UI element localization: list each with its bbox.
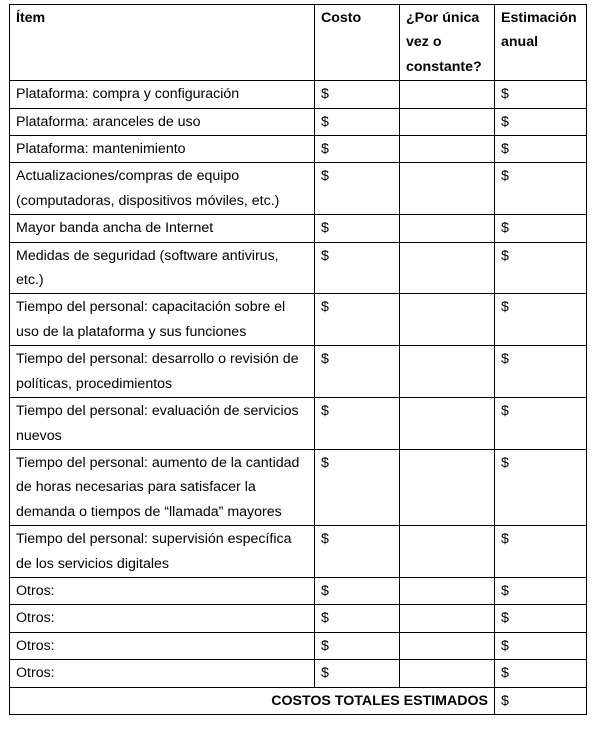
table-header-row [10, 5, 587, 81]
item-cell: Otros: [10, 605, 315, 632]
annual-estimate-cell[interactable]: $ [495, 346, 587, 398]
cost-cell[interactable]: $ [315, 136, 400, 163]
frequency-cell[interactable] [400, 108, 495, 135]
frequency-cell[interactable] [400, 660, 495, 687]
annual-estimate-cell[interactable]: $ [495, 398, 587, 450]
frequency-cell[interactable] [400, 215, 495, 242]
cost-cell[interactable]: $ [315, 398, 400, 450]
item-cell: Tiempo del personal: evaluación de servicios nuevos [10, 398, 315, 450]
header-frequency: ¿Por única vez o constante? [400, 5, 495, 81]
cost-cell[interactable]: $ [315, 660, 400, 687]
cost-cell[interactable]: $ [315, 108, 400, 135]
item-cell: Tiempo del personal: capacitación sobre el uso de la plataforma y sus funciones [10, 294, 315, 346]
total-value-cell[interactable]: $ [495, 687, 587, 714]
item-cell: Tiempo del personal: desarrollo o revisión de políticas, procedimientos [10, 346, 315, 398]
table-row [10, 449, 587, 525]
header-cost: Costo [315, 5, 400, 81]
table-row [10, 577, 587, 604]
table-row [10, 294, 587, 346]
cost-cell[interactable]: $ [315, 163, 400, 215]
cost-cell[interactable]: $ [315, 81, 400, 108]
frequency-cell[interactable] [400, 526, 495, 578]
frequency-cell[interactable] [400, 81, 495, 108]
cost-cell[interactable]: $ [315, 242, 400, 294]
annual-estimate-cell[interactable]: $ [495, 81, 587, 108]
frequency-cell[interactable] [400, 242, 495, 294]
table-row [10, 81, 587, 108]
item-cell: Tiempo del personal: aumento de la cantidad de horas necesarias para satisfacer la demanda o tiempos de “llamada” mayores [10, 449, 315, 525]
annual-estimate-cell[interactable]: $ [495, 660, 587, 687]
annual-estimate-cell[interactable]: $ [495, 242, 587, 294]
annual-estimate-cell[interactable]: $ [495, 108, 587, 135]
table-row [10, 346, 587, 398]
table-row [10, 605, 587, 632]
cost-cell[interactable]: $ [315, 294, 400, 346]
annual-estimate-cell[interactable]: $ [495, 449, 587, 525]
table-row [10, 136, 587, 163]
cost-cell[interactable]: $ [315, 605, 400, 632]
item-cell: Mayor banda ancha de Internet [10, 215, 315, 242]
frequency-cell[interactable] [400, 632, 495, 659]
table-body [10, 81, 587, 715]
annual-estimate-cell[interactable]: $ [495, 526, 587, 578]
table-row [10, 660, 587, 687]
frequency-cell[interactable] [400, 346, 495, 398]
item-cell: Medidas de seguridad (software antivirus, etc.) [10, 242, 315, 294]
frequency-cell[interactable] [400, 577, 495, 604]
frequency-cell[interactable] [400, 163, 495, 215]
frequency-cell[interactable] [400, 605, 495, 632]
frequency-cell[interactable] [400, 449, 495, 525]
cost-estimate-table [9, 4, 587, 715]
header-item: Ítem [10, 5, 315, 81]
annual-estimate-cell[interactable]: $ [495, 215, 587, 242]
annual-estimate-cell[interactable]: $ [495, 605, 587, 632]
annual-estimate-cell[interactable]: $ [495, 294, 587, 346]
item-cell: Plataforma: aranceles de uso [10, 108, 315, 135]
table-row [10, 163, 587, 215]
item-cell: Plataforma: compra y configuración [10, 81, 315, 108]
frequency-cell[interactable] [400, 398, 495, 450]
cost-cell[interactable]: $ [315, 215, 400, 242]
table-row [10, 398, 587, 450]
item-cell: Plataforma: mantenimiento [10, 136, 315, 163]
table-row [10, 215, 587, 242]
table-row [10, 632, 587, 659]
item-cell: Otros: [10, 577, 315, 604]
cost-cell[interactable]: $ [315, 449, 400, 525]
table-row [10, 526, 587, 578]
item-cell: Tiempo del personal: supervisión específica de los servicios digitales [10, 526, 315, 578]
item-cell: Otros: [10, 632, 315, 659]
cost-cell[interactable]: $ [315, 526, 400, 578]
frequency-cell[interactable] [400, 294, 495, 346]
total-row [10, 687, 587, 714]
item-cell: Actualizaciones/compras de equipo (computadoras, dispositivos móviles, etc.) [10, 163, 315, 215]
table-row [10, 108, 587, 135]
header-annual-estimate: Estimación anual [495, 5, 587, 81]
annual-estimate-cell[interactable]: $ [495, 136, 587, 163]
item-cell: Otros: [10, 660, 315, 687]
cost-cell[interactable]: $ [315, 632, 400, 659]
total-label: COSTOS TOTALES ESTIMADOS [10, 687, 495, 714]
annual-estimate-cell[interactable]: $ [495, 163, 587, 215]
cost-cell[interactable]: $ [315, 346, 400, 398]
annual-estimate-cell[interactable]: $ [495, 577, 587, 604]
frequency-cell[interactable] [400, 136, 495, 163]
annual-estimate-cell[interactable]: $ [495, 632, 587, 659]
table-row [10, 242, 587, 294]
cost-cell[interactable]: $ [315, 577, 400, 604]
